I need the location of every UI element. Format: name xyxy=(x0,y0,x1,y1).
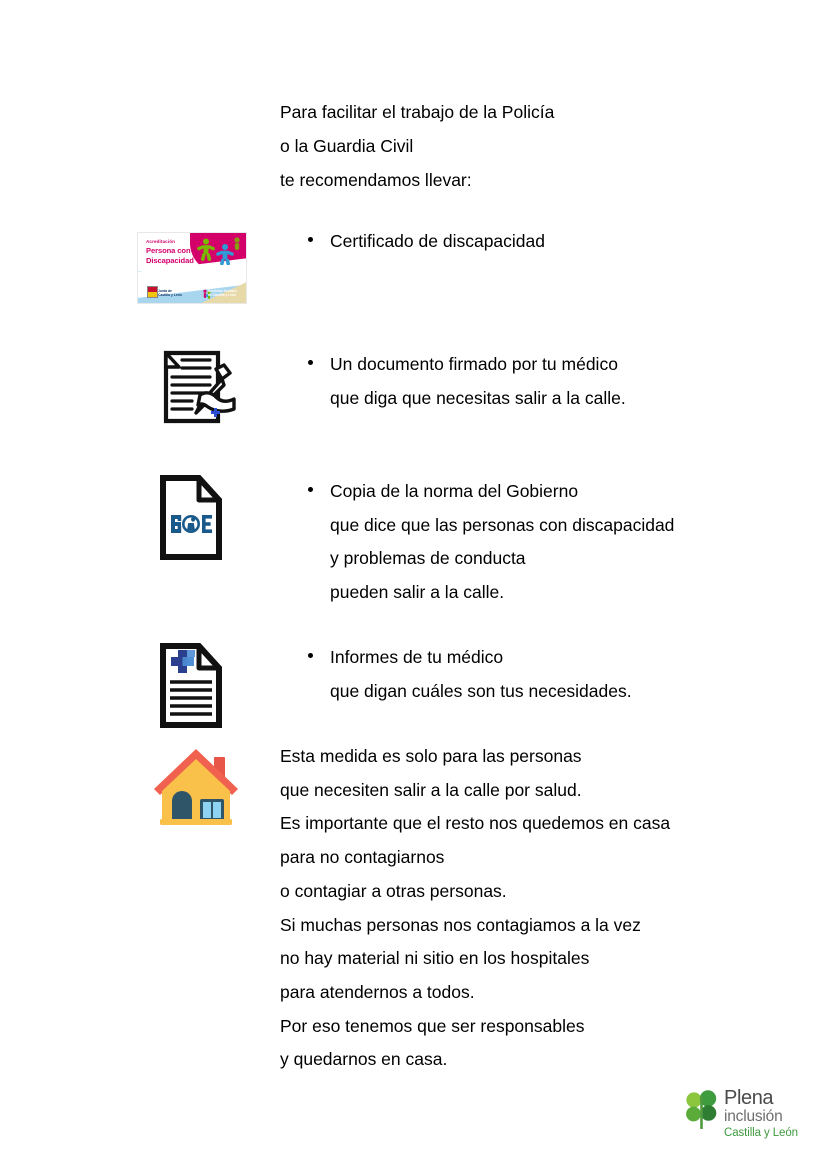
card-title-line-1: Persona con xyxy=(146,246,191,255)
closing-line: para atendernos a todos. xyxy=(280,981,475,1002)
list-item-line: que diga que necesitas salir a la calle. xyxy=(330,387,626,408)
list-item-line: y problemas de conducta xyxy=(330,548,526,569)
plena-inclusion-logo xyxy=(684,1088,814,1140)
house-icon xyxy=(152,745,240,827)
disability-accreditation-card-image xyxy=(137,232,247,304)
people-figures-icon xyxy=(192,237,242,265)
boe-wordmark xyxy=(171,515,212,533)
list-item-line: Informes de tu médico xyxy=(330,647,504,667)
closing-line: Por eso tenemos que ser responsables xyxy=(280,1015,585,1036)
medical-report-graphic xyxy=(158,642,224,729)
junta-castilla-leon-shield-icon xyxy=(147,286,158,298)
logo-name-primary: Plena xyxy=(724,1087,774,1109)
bullet-dot-icon xyxy=(308,653,313,658)
bullet-dot-icon xyxy=(308,237,313,242)
card-department-line-1: Servicios Sociales xyxy=(208,289,237,293)
intro-line: te recomendamos llevar: xyxy=(280,169,472,190)
signed-document-icon xyxy=(152,347,236,429)
logo-region: Castilla y León xyxy=(724,1127,798,1139)
bullet-row-government-rule xyxy=(280,475,780,610)
list-item-line: que digan cuáles son tus necesidades. xyxy=(330,680,632,701)
bullet-dot-icon xyxy=(308,487,313,492)
closing-line: no hay material ni sitio en los hospitales xyxy=(280,948,590,969)
house-graphic xyxy=(152,745,240,827)
card-title-line-2: Discapacidad xyxy=(146,256,194,265)
medical-report-icon xyxy=(158,642,224,729)
closing-line: Es importante que el resto nos quedemos en casa xyxy=(280,813,671,834)
closing-line: Esta medida es solo para las personas xyxy=(280,746,582,766)
closing-line: o contagiar a otras personas. xyxy=(280,880,507,901)
clover-icon xyxy=(684,1090,720,1130)
closing-line: Si muchas personas nos contagiamos a la vez xyxy=(280,914,641,935)
intro-line: Para facilitar el trabajo de la Policía xyxy=(280,102,555,122)
list-item xyxy=(280,225,780,259)
intro-line: o la Guardia Civil xyxy=(280,135,414,156)
list-item xyxy=(280,348,780,415)
closing-line: y quedarnos en casa. xyxy=(280,1049,448,1070)
list-item-line: que dice que las personas con discapacidad xyxy=(330,514,675,535)
list-item-line: Certificado de discapacidad xyxy=(330,231,545,251)
bullet-row-medical-reports xyxy=(280,641,780,708)
card-issuer-line-1: Junta de xyxy=(158,288,172,293)
list-item xyxy=(280,641,780,708)
list-item-line: Copia de la norma del Gobierno xyxy=(330,481,579,501)
boe-document-graphic xyxy=(158,474,224,561)
intro-paragraph xyxy=(280,96,750,197)
logo-name-secondary: inclusión xyxy=(724,1108,783,1125)
list-item-line: pueden salir a la calle. xyxy=(330,582,505,603)
closing-line: que necesiten salir a la calle por salud. xyxy=(280,779,582,800)
closing-line: para no contagiarnos xyxy=(280,847,445,868)
card-issuer-line-2: Castilla y León xyxy=(158,292,182,297)
bullet-row-signed-document xyxy=(280,348,780,415)
card-department-text xyxy=(208,289,237,297)
logo-text xyxy=(724,1088,816,1141)
boe-document-icon xyxy=(158,474,224,561)
list-item-line: Un documento firmado por tu médico xyxy=(330,354,618,374)
card-issuer-text xyxy=(158,289,182,297)
card-people-graphic xyxy=(192,237,242,265)
closing-paragraph xyxy=(280,740,800,1077)
signed-document-graphic xyxy=(152,347,236,429)
card-department-line-2: de Castilla y León xyxy=(208,293,237,297)
list-item xyxy=(280,475,780,610)
card-eyebrow: Acreditación xyxy=(146,239,176,244)
bullet-dot-icon xyxy=(308,360,313,365)
clover-graphic xyxy=(684,1090,720,1130)
bullet-row-certificate xyxy=(280,225,780,259)
